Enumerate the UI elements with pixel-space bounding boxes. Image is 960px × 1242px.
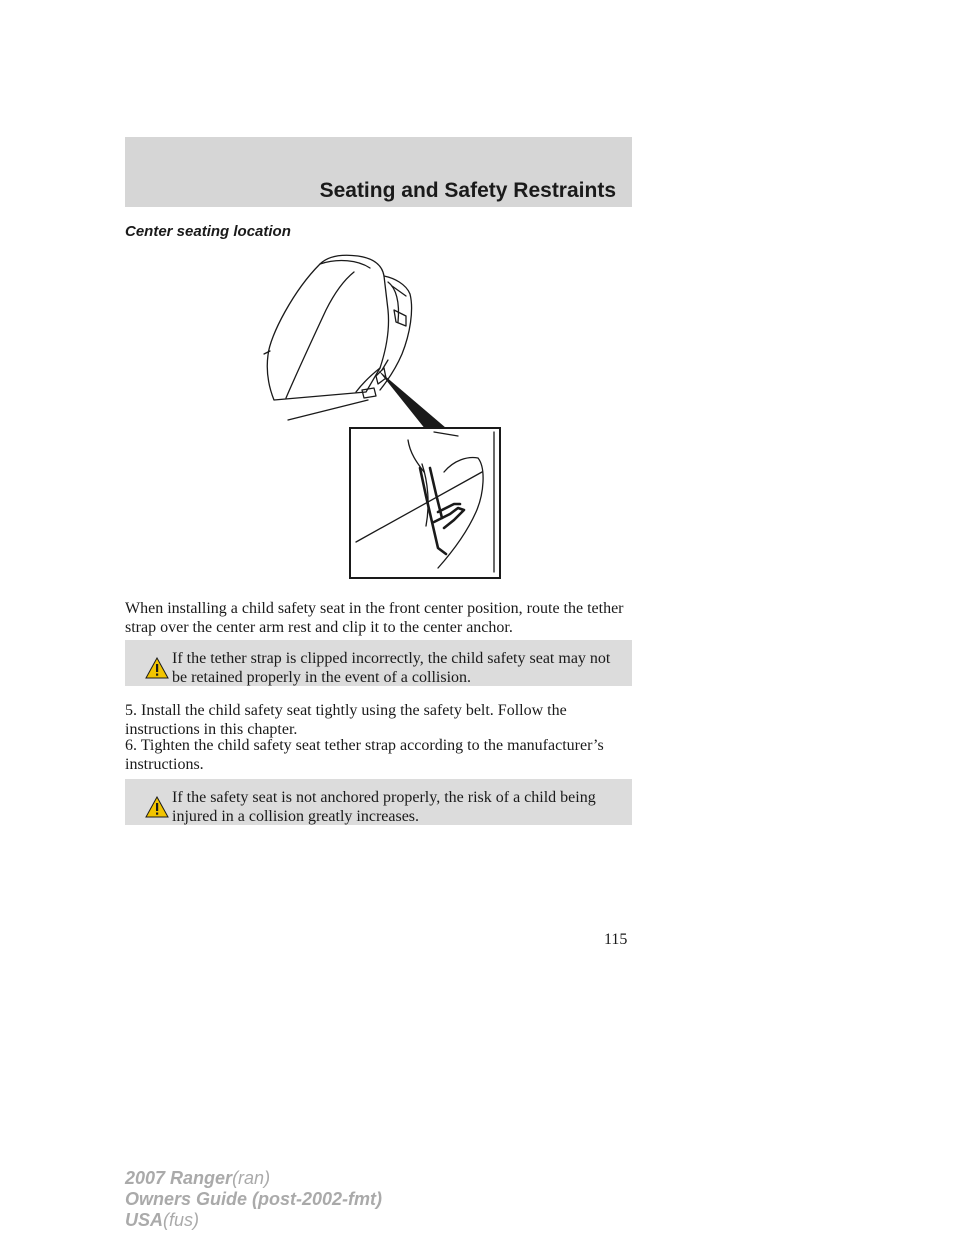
header-band bbox=[125, 137, 632, 207]
document-footer bbox=[125, 1168, 382, 1231]
warning-triangle-icon bbox=[145, 657, 169, 679]
page-header-title: Seating and Safety Restraints bbox=[319, 179, 616, 202]
page-number: 115 bbox=[604, 931, 628, 948]
step-6-paragraph: 6. Tighten the child safety seat tether strap according to the manufacturer’s instructions. bbox=[125, 737, 604, 773]
warning-box-tether bbox=[125, 640, 632, 686]
footer-guide: Owners Guide (post-2002-fmt) bbox=[125, 1189, 383, 1209]
install-center-paragraph: When installing a child safety seat in the front center position, route the tether strap over the center arm rest and clip it to the center anchor. bbox=[125, 600, 624, 636]
seat-tether-illustration bbox=[258, 250, 510, 584]
footer-market: USA bbox=[125, 1210, 164, 1230]
step-5-paragraph: 5. Install the child safety seat tightly using the safety belt. Follow the instructions in this chapter. bbox=[125, 702, 567, 738]
warning-text-anchor: If the safety seat is not anchored properly, the risk of a child being injured in a collision greatly increases. bbox=[172, 789, 596, 825]
footer-market-code: (fus) bbox=[163, 1210, 200, 1230]
warning-text-tether: If the tether strap is clipped incorrectly, the child safety seat may not be retained properly in the event of a collision. bbox=[172, 650, 611, 686]
warning-box-anchor bbox=[125, 779, 632, 825]
section-heading: Center seating location bbox=[125, 223, 291, 240]
footer-model-code: (ran) bbox=[232, 1168, 271, 1188]
warning-triangle-icon bbox=[145, 796, 169, 818]
footer-model: 2007 Ranger bbox=[125, 1168, 233, 1188]
